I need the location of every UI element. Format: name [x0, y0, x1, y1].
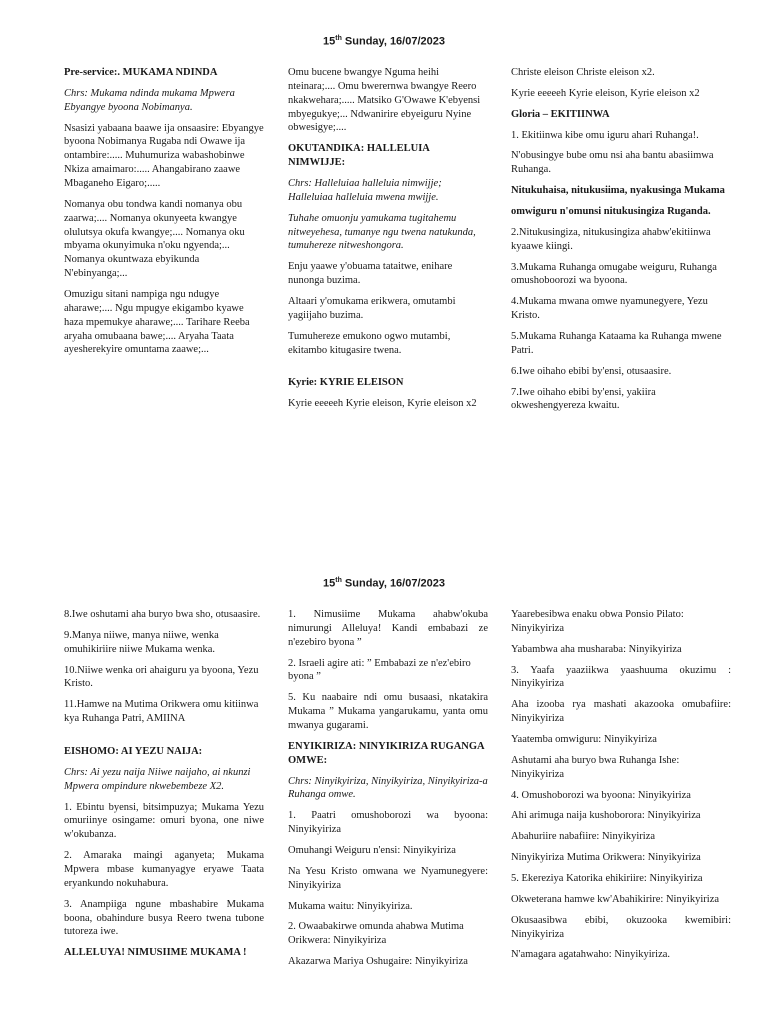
- hymn-text: Omu bucene bwangye Nguma heihi nteinara;.... Omu bwerernwa bwangye Reero nkakwehara;..... Matsiko G'Owawe K'ebyensi mbyegukye;... Ndwanirire ebyeiguru Nyine obwesigye;....: [288, 67, 481, 134]
- hymn-text: 6.Iwe oihaho ebibi by'ensi, otusaasire.: [511, 365, 672, 377]
- bulletin-page-bottom: [0, 510, 768, 1024]
- hymn-text: Chrs: Halleluiaa halleluia nimwijje; Halleluiaa halleluia mwena mwijje.: [288, 178, 442, 203]
- hymn-text: Chrs: Mukama ndinda mukama Mpwera Ebyangye byoona Nobimanya.: [64, 87, 235, 113]
- hymn-text: Nsasizi yabaana baawe ija onsaasire: Ebyangye byoona Nobimanya Rugaba ndi Owawe ija ontambire:..... Muhumuriza wabashobinwe Nkiza amaimaro:..... Ahangabirano zaawe Mbaganeho Eigaro;.....: [64, 122, 264, 190]
- hymn-text: Tuhahe omuonju yamukama tugitahemu nitweyehesa, tumanye ngu twena natukunda, tumuhereze nitweshongora.: [288, 212, 476, 252]
- hymn-text: Ahi arimuga naija kushoborora: Ninyikyiriza: [511, 810, 701, 822]
- hymn-text: Ashutami aha buryo bwa Ruhanga Ishe: Ninyikyiriza: [511, 754, 680, 780]
- section-heading: OKUTANDIKA: HALLELUIA NIMWIJJE:: [288, 143, 430, 169]
- hymn-text: Chrs: Ai yezu naija Niiwe naijaho, ai nkunzi Mpwera ompindure nkwebembeze X2.: [64, 766, 251, 792]
- hymn-text: 9.Manya niiwe, manya niiwe, wenka omuhikiriire niiwe Mukama wenka.: [64, 629, 219, 655]
- hymn-text: Yaarebesibwa enaku obwa Ponsio Pilato: Ninyikyiriza: [511, 609, 684, 634]
- hymn-text: 11.Hamwe na Mutima Orikwera omu kitiinwa kya Ruhanga Patri, AMIINA: [64, 699, 259, 725]
- hymn-text: Okweterana hamwe kw'Abahikirire: Ninyikyiriza: [511, 893, 720, 905]
- hymn-text: Tumuhereze emukono ogwo mutambi, ekitambo kitugasire twena.: [288, 330, 451, 356]
- column-right: [511, 608, 731, 969]
- hymn-text: 5. Ku naabaire ndi omu busaasi, nkatakira Mukama ” Mukama yangarukamu, yanta omu mwanya gugarami.: [288, 692, 488, 732]
- hymn-text: Abahuriire nabafiire: Ninyikyiriza: [511, 831, 656, 843]
- hymn-text: 1. Ekitiinwa kibe omu iguru ahari Ruhanga!.: [511, 129, 699, 141]
- hymn-text: Kyrie eeeeeh Kyrie eleison, Kyrie eleison x2: [511, 87, 700, 99]
- hymn-text: Aha izooba rya mashati akazooka omubafiire: Ninyikyiriza: [511, 699, 731, 725]
- section-heading: ALLELUYA! NIMUSIIME MUKAMA !: [64, 947, 247, 959]
- hymn-text: 3.Mukama Ruhanga omugabe weiguru, Ruhanga omushoboorozi wa byoona.: [511, 261, 717, 287]
- section-heading: omwiguru n'omunsi nitukusingiza Ruganda.: [511, 206, 711, 218]
- hymn-text: Chrs: Ninyikyiriza, Ninyikyiriza, Ninyikyiriza-a Ruhanga omwe.: [288, 775, 488, 801]
- column-middle: [288, 608, 488, 976]
- hymn-text: 7.Iwe oihaho ebibi by'ensi, yakiira okweshengyereza kwaitu.: [511, 386, 656, 412]
- hymn-text: Omuhangi Weiguru n'ensi: Ninyikyiriza: [288, 845, 456, 857]
- section-heading: Nitukuhaisa, nitukusiima, nyakusinga Mukama: [511, 185, 725, 197]
- hymn-text: 2. Owaabakirwe omunda ahabwa Mutima Orikwera: Ninyikyiriza: [288, 921, 464, 947]
- section-heading: ENYIKIRIZA: NINYIKIRIZA RUGANGA OMWE:: [288, 740, 485, 766]
- hymn-text: 3. Anampiiga ngune mbashabire Mukama boona, obahindure busya Reero twena tubone tutoreza iwe.: [64, 898, 264, 938]
- column-left: [64, 66, 264, 364]
- hymn-text: Na Yesu Kristo omwana we Nyamunegyere: Ninyikyiriza: [288, 865, 488, 891]
- bulletin-page-top: [0, 0, 768, 510]
- hymn-text: 2. Amaraka maingi aganyeta; Mukama Mpwera mbase kumanyagye eryawe Taata eryankundo nokuhabura.: [64, 850, 264, 889]
- hymn-text: Yaatemba omwiguru: Ninyikyiriza: [511, 734, 657, 746]
- hymn-text: Mukama waitu: Ninyikyiriza.: [288, 900, 413, 912]
- section-heading: Kyrie: KYRIE ELEISON: [288, 377, 404, 389]
- hymn-text: Nomanya obu tondwa kandi nomanya obu zaarwa;.... Nomanya okunyeeta kwangye olulutsya okufa kwangye;.... Nomanya oku mbyama okunyimuka n'oku ngyenda;... Nomanya okuntwaza ebyikunda N'ebinyanga;...: [64, 198, 245, 280]
- hymn-text: Altaari y'omukama erikwera, omutambi yagiijaho buzima.: [288, 296, 456, 321]
- hymn-text: 10.Niiwe wenka ori ahaiguru ya byoona, Yezu Kristo.: [64, 664, 259, 690]
- hymn-text: 1. Nimusiime Mukama ahabw'okuba nimurungi Alleluya! Kandi embabazi ze n'ezebiro byona ”: [288, 609, 488, 648]
- section-heading: EISHOMO: AI YEZU NAIJA:: [64, 746, 203, 758]
- date-header: 15th Sunday, 16/07/2023: [323, 35, 445, 48]
- hymn-text: Okusaasibwa ebibi, okuzooka kwemibiri: Ninyikyiriza: [511, 914, 731, 940]
- hymn-text: 5. Ekereziya Katorika ehikiriire: Ninyikyiriza: [511, 873, 703, 885]
- section-heading: Pre-service:. MUKAMA NDINDA: [64, 67, 218, 78]
- section-heading: Gloria – EKITIINWA: [511, 108, 610, 120]
- hymn-text: 8.Iwe oshutami aha buryo bwa sho, otusaasire.: [64, 609, 261, 620]
- hymn-text: 2. Israeli agire ati: ” Embabazi ze n'ez'ebiro byona ”: [288, 657, 471, 683]
- hymn-text: 1. Ebintu byensi, bitsimpuzya; Mukama Yezu omuriinye osingame: omuri byona, one niwe w'okubanza.: [64, 801, 264, 841]
- hymn-text: Enju yaawe y'obuama tataitwe, enihare nunonga buzima.: [288, 261, 453, 287]
- spacer: [288, 364, 488, 376]
- column-left: [64, 608, 264, 967]
- hymn-text: 4. Omushoborozi wa byoona: Ninyikyiriza: [511, 789, 691, 801]
- date-header: 15th Sunday, 16/07/2023: [323, 577, 445, 590]
- hymn-text: Akazarwa Mariya Oshugaire: Ninyikyiriza: [288, 956, 468, 968]
- spacer: [64, 733, 264, 745]
- hymn-text: Kyrie eeeeeh Kyrie eleison, Kyrie eleison x2: [288, 398, 477, 410]
- hymn-text: N'amagara agatahwaho: Ninyikyiriza.: [511, 949, 671, 961]
- hymn-text: 1. Paatri omushoborozi wa byoona: Ninyikyiriza: [288, 810, 488, 836]
- hymn-text: N'obusingye bube omu nsi aha bantu abasiimwa Ruhanga.: [511, 150, 714, 176]
- hymn-text: Christe eleison Christe eleison x2.: [511, 67, 655, 78]
- hymn-text: 2.Nitukusingiza, nitukusingiza ahabw'ekitiinwa kyaawe kiingi.: [511, 226, 711, 252]
- column-right: [511, 66, 731, 420]
- hymn-text: Ninyikyiriza Mutima Orikwera: Ninyikyiriza: [511, 852, 701, 864]
- hymn-text: 4.Mukama mwana omwe nyamunegyere, Yezu Kristo.: [511, 296, 708, 322]
- hymn-text: 3. Yaafa yaaziikwa yaashuuma okuzimu : Ninyikyiriza: [511, 664, 731, 690]
- hymn-text: Omuzigu sitani nampiga ngu ndugye aharawe;.... Ngu mpugye ekigambo kyawe haza mpemukye aharawe;.... Tarihare Reeba aryaha omubaana bawe;.... Aryaha Taata ayesherekyire omuntama zaawe;...: [64, 289, 250, 356]
- column-middle: [288, 66, 488, 418]
- hymn-text: Yabambwa aha musharaba: Ninyikyiriza: [511, 643, 682, 655]
- hymn-text: 5.Mukama Ruhanga Kataama ka Ruhanga mwene Patri.: [511, 331, 722, 356]
